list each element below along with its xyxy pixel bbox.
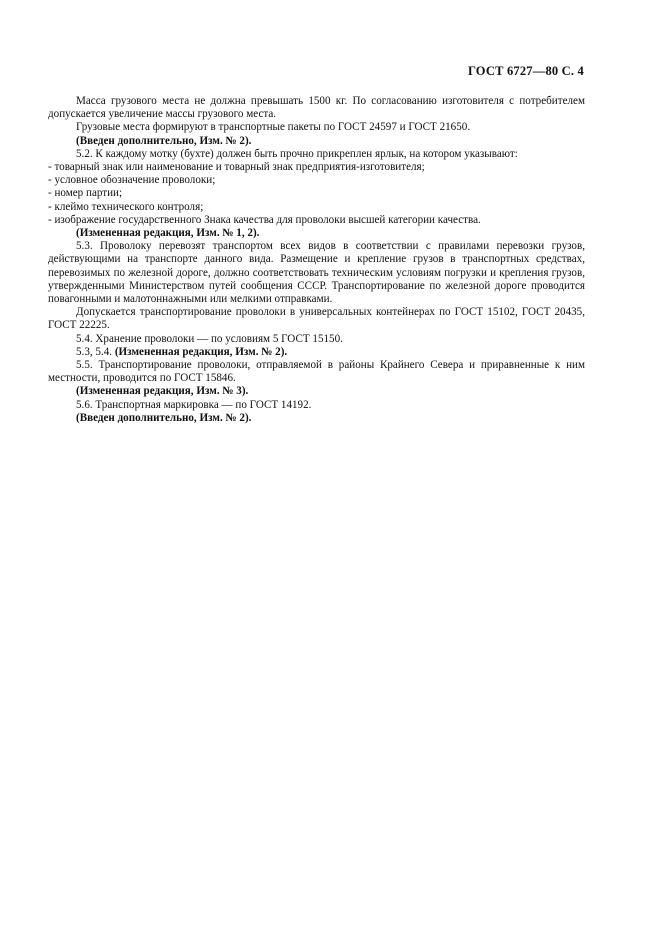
list-item: - товарный знак или наименование и товарный знак предприятия-изготовителя; <box>48 161 425 174</box>
amendment-note: (Измененная редакция, Изм. № 2). <box>114 345 288 358</box>
section-5-6: 5.6. Транспортная маркировка — по ГОСТ 14192. <box>76 398 312 411</box>
paragraph-cargo-packages: Грузовые места формируют в транспортные пакеты по ГОСТ 24597 и ГОСТ 21650. <box>76 121 471 134</box>
paragraph-cargo-mass: Масса грузового места не должна превышать 1500 кг. По согласованию изготовителя с потребителем допускается увеличение массы грузового места. <box>48 95 585 121</box>
list-item: - изображение государственного Знака качества для проволоки высшей категории качества. <box>48 213 481 226</box>
amendment-note: (Введен дополнительно, Изм. № 2). <box>76 411 252 424</box>
list-item: - клеймо технического контроля; <box>48 200 204 213</box>
amendment-note: (Введен дополнительно, Изм. № 2). <box>76 134 252 147</box>
list-item: - условное обозначение проволоки; <box>48 174 216 187</box>
amendment-note: (Измененная редакция, Изм. № 1, 2). <box>76 227 260 240</box>
amendment-note: (Измененная редакция, Изм. № 3). <box>76 385 249 398</box>
amendment-prefix: 5.3, 5.4. <box>76 345 113 358</box>
document-body <box>48 95 585 425</box>
paragraph-containers: Допускается транспортирование проволоки в универсальных контейнерах по ГОСТ 15102, ГОСТ 20435, ГОСТ 22225. <box>48 306 585 332</box>
amendment-line <box>48 346 585 359</box>
section-5-5: 5.5. Транспортирование проволоки, отправляемой в районы Крайнего Севера и приравненные к ним местности, проводится по ГОСТ 15846. <box>48 359 585 385</box>
section-5-3: 5.3. Проволоку перевозят транспортом всех видов в соответствии с правилами перевозки грузов, действующими на транспорте данного вида. Размещение и крепление грузов в транспортных средствах, перевозимых по железной дороге, должно соответствовать техническим условиям погрузки и крепления грузов, утвержденными Министерством путей сообщения СССР. Транспортирование по железной дороге проводится повагонными и малотоннажными или мелкими отправками. <box>48 240 585 306</box>
section-5-2: 5.2. К каждому мотку (бухте) должен быть прочно прикреплен ярлык, на котором указывают: <box>76 147 518 160</box>
list-item: - номер партии; <box>48 187 123 200</box>
section-5-4: 5.4. Хранение проволоки — по условиям 5 ГОСТ 15150. <box>76 332 343 345</box>
page-header: ГОСТ 6727—80 С. 4 <box>467 64 584 78</box>
